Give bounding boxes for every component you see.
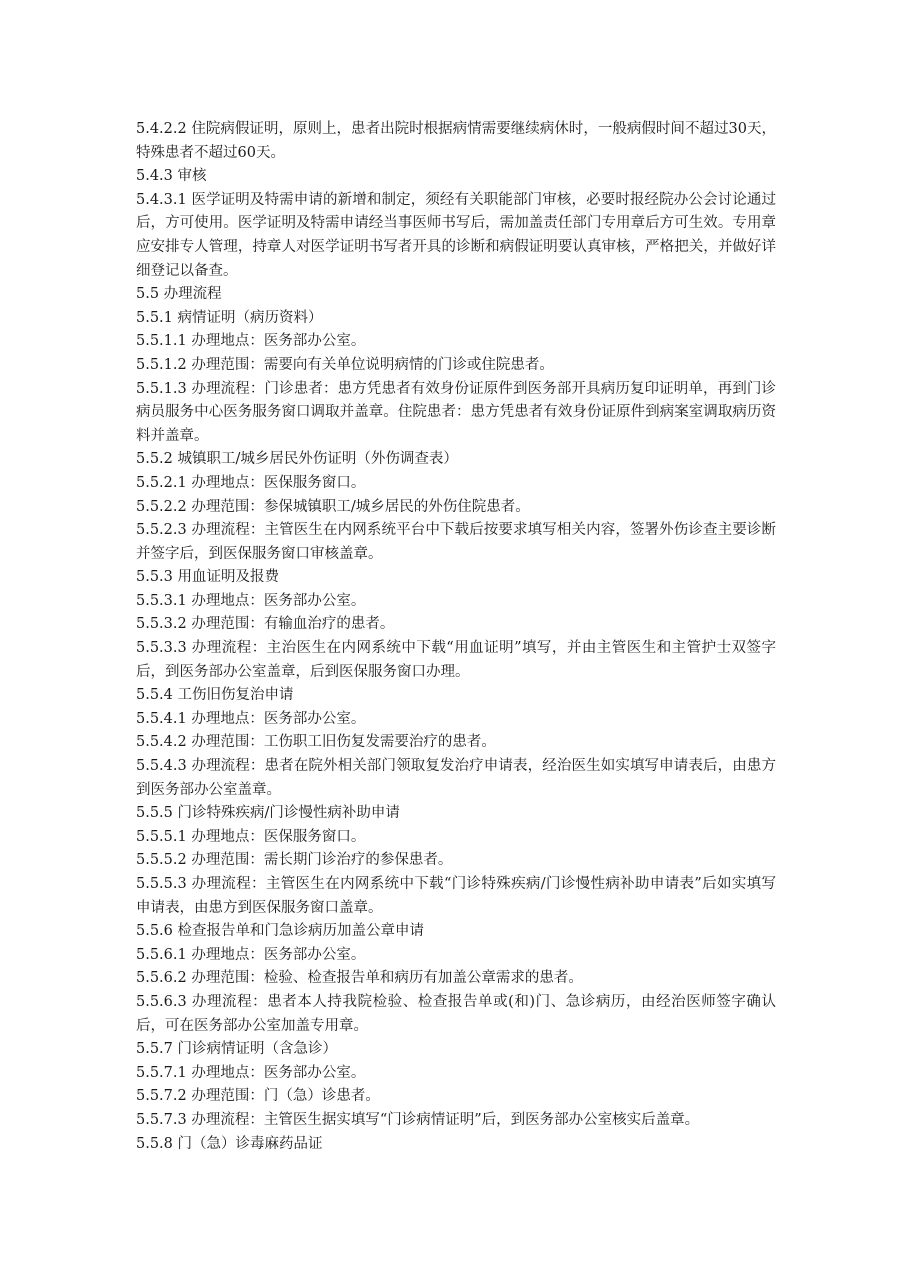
section-heading: 5.5 办理流程 [136, 286, 222, 303]
section-heading: 5.4.3 审核 [136, 168, 207, 185]
paragraph: 5.5.7.3 办理流程：主管医生据实填写“门诊病情证明”后，到医务部办公室核实后盖章。 [136, 1111, 700, 1128]
paragraph: 5.5.2.3 办理流程：主管医生在内网系统平台中下载后按要求填写相关内容，签署外伤诊查主要诊断并签字后，到医保服务窗口审核盖章。 [136, 522, 776, 562]
section-heading: 5.5.4 工伤旧伤复治申请 [136, 687, 294, 704]
paragraph: 5.5.2.1 办理地点：医保服务窗口。 [136, 474, 366, 491]
paragraph: 5.5.3.1 办理地点：医务部办公室。 [136, 592, 366, 609]
paragraph: 5.5.7.2 办理范围：门（急）诊患者。 [136, 1088, 380, 1105]
section-heading: 5.5.7 门诊病情证明（含急诊） [136, 1041, 338, 1058]
paragraph: 5.5.4.3 办理流程：患者在院外相关部门领取复发治疗申请表，经治医生如实填写申请表后，由患方到医务部办公室盖章。 [136, 758, 776, 798]
paragraph: 5.5.3.3 办理流程：主治医生在内网系统中下载“用血证明”填写，并由主管医生和主管护士双签字后，到医务部办公室盖章，后到医保服务窗口办理。 [136, 640, 776, 680]
section-heading: 5.5.1 病情证明（病历资料） [136, 309, 323, 326]
paragraph: 5.5.5.1 办理地点：医保服务窗口。 [136, 828, 366, 845]
paragraph: 5.5.2.2 办理范围：参保城镇职工/城乡居民的外伤住院患者。 [136, 498, 530, 515]
section-heading: 5.5.6 检查报告单和门急诊病历加盖公章申请 [136, 923, 425, 940]
paragraph: 5.5.4.2 办理范围：工伤职工旧伤复发需要治疗的患者。 [136, 734, 496, 751]
section-heading: 5.5.3 用血证明及报费 [136, 569, 280, 586]
document-body [136, 118, 776, 1156]
section-heading: 5.5.5 门诊特殊疾病/门诊慢性病补助申请 [136, 805, 400, 822]
paragraph: 5.5.1.2 办理范围：需要向有关单位说明病情的门诊或住院患者。 [136, 356, 554, 373]
paragraph: 5.5.4.1 办理地点：医务部办公室。 [136, 710, 366, 727]
paragraph: 5.5.5.2 办理范围：需长期门诊治疗的参保患者。 [136, 852, 453, 869]
paragraph: 5.5.7.1 办理地点：医务部办公室。 [136, 1064, 366, 1081]
paragraph: 5.5.1.1 办理地点：医务部办公室。 [136, 333, 366, 350]
paragraph: 5.4.3.1 医学证明及特需申请的新增和制定，须经有关职能部门审核，必要时报经院办公会讨论通过后，方可使用。医学证明及特需申请经当事医师书写后，需加盖责任部门专用章后方可生效。专用章应安排专人管理，持章人对医学证明书写者开具的诊断和病假证明要认真审核，严格把关，并做好详细登记以备查。 [136, 191, 776, 279]
paragraph: 5.4.2.2 住院病假证明，原则上，患者出院时根据病情需要继续病休时，一般病假时间不超过30天，特殊患者不超过60天。 [136, 121, 776, 161]
paragraph: 5.5.1.3 办理流程：门诊患者：患方凭患者有效身份证原件到医务部开具病历复印证明单，再到门诊病员服务中心医务服务窗口调取并盖章。住院患者：患方凭患者有效身份证原件到病案室调取病历资料并盖章。 [136, 380, 776, 444]
section-heading: 5.5.2 城镇职工/城乡居民外伤证明（外伤调查表） [136, 451, 458, 468]
paragraph: 5.5.5.3 办理流程：主管医生在内网系统中下载“门诊特殊疾病/门诊慢性病补助申请表”后如实填写申请表，由患方到医保服务窗口盖章。 [136, 876, 776, 916]
paragraph: 5.5.3.2 办理范围：有输血治疗的患者。 [136, 616, 395, 633]
paragraph: 5.5.6.1 办理地点：医务部办公室。 [136, 946, 366, 963]
paragraph: 5.5.6.2 办理范围：检验、检查报告单和病历有加盖公章需求的患者。 [136, 970, 583, 987]
section-heading: 5.5.8 门（急）诊毒麻药品证 [136, 1135, 323, 1152]
paragraph: 5.5.6.3 办理流程：患者本人持我院检验、检查报告单或(和)门、急诊病历，由经治医师签字确认后，可在医务部办公室加盖专用章。 [136, 993, 776, 1034]
